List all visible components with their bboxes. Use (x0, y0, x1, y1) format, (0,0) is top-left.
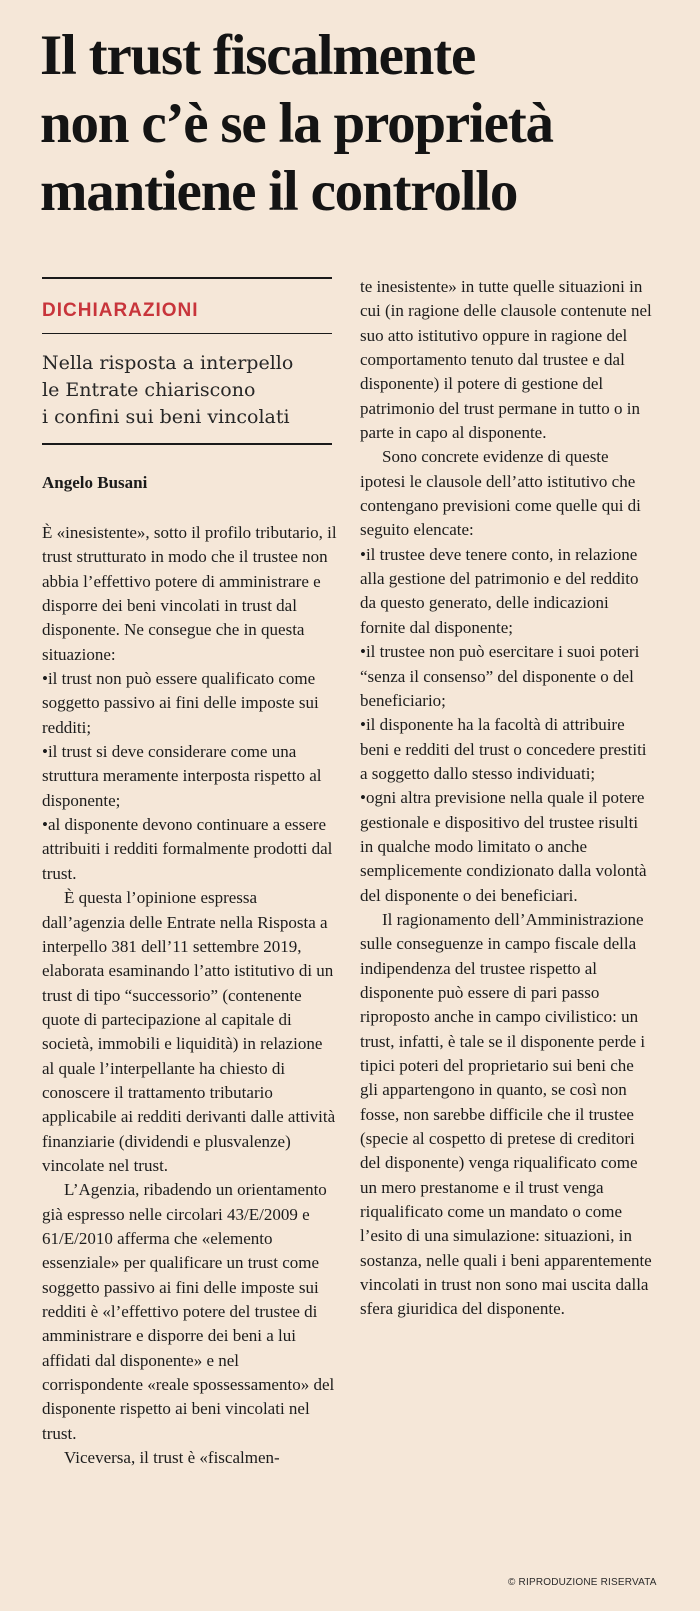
subtitle-line-2: le Entrate chiariscono (42, 379, 256, 401)
bullet-item: • il trust si deve considerare come una struttura meramente interposta rispetto al disponente; (42, 740, 337, 813)
bullet-item: • il trustee deve tenere conto, in relazione alla gestione del patrimonio e del reddito da questo generato, delle indicazioni fornite dal disponente; (360, 543, 655, 640)
bullet-item: • al disponente devono continuare a essere attribuiti i redditi formalmente prodotti dal trust. (42, 813, 337, 886)
subtitle-line-1: Nella risposta a interpello (42, 352, 294, 374)
paragraph: Il ragionamento dell’Amministrazione sulle conseguenze in campo fiscale della indipendenza del trustee rispetto al disponente può essere di pari passo riproposto anche in campo civilistico: un trust, infatti, è tale se il disponente perde i tipici poteri del proprietario sui beni che gli appartengono in quanto, se così non fosse, non sarebbe difficile che il trustee (specie al cospetto di pretese di creditori del disponente) venga riqualificato come un mero prestanome e il trust venga riqualificato come un mandato o come l’esito di una simulazione: situazioni, in sostanza, nelle quali i beni apparentemente vincolati in trust non sono mai uscita dalla sfera giuridica del disponente. (360, 909, 652, 1319)
copyright-notice: © RIPRODUZIONE RISERVATA (508, 1577, 657, 1588)
subtitle (42, 350, 342, 431)
body-column-left (42, 521, 337, 1470)
headline-line-1: Il trust fiscalmente (40, 24, 476, 87)
paragraph: È questa l’opinione espressa dall’agenzia delle Entrate nella Risposta a interpello 381 dell’11 settembre 2019, elaborata esaminando l’atto istitutivo di un trust di tipo “successorio” (contenente quote di partecipazione al capitale di società, immobili e liquidità) in relazione al quale l’interpellante ha chiesto di conoscere il trattamento tributario applicabile ai redditi derivanti dalle attività finanziarie (dividendi e plusvalenze) vincolate nel trust. (42, 888, 336, 1175)
subtitle-line-3: i confini sui beni vincolati (42, 406, 290, 428)
paragraph: L’Agenzia, ribadendo un orientamento già espresso nelle circolari 43/E/2009 e 61/E/2010 afferma che «elemento essenziale» per qualificare un trust come soggetto passivo ai fini delle imposte sui redditi è «l’effettivo potere del trustee di amministrare e disporre dei beni a lui affidati dal disponente» e nel corrispondente «reale spossessamento» del disponente rispetto ai beni vincolati nel trust. (42, 1180, 335, 1443)
author-byline: Angelo Busani (42, 473, 148, 492)
headline-line-2: non c’è se la proprietà (40, 92, 553, 155)
bullet-item: • il disponente ha la facoltà di attribuire beni e redditi del trust o concedere prestiti a soggetto dallo stesso individuati; (360, 713, 655, 786)
kicker-rule (42, 333, 332, 334)
bullet-item: • ogni altra previsione nella quale il potere gestionale e dispositivo del trustee risulti in qualche modo limitato o anche semplicemente condizionato dalla volontà del disponente o dei beneficiari. (360, 786, 655, 908)
top-rule (42, 277, 332, 279)
paragraph: Sono concrete evidenze di queste ipotesi le clausole dell’atto istitutivo che contengano previsioni come quelle qui di seguito elencate: (360, 447, 641, 540)
paragraph: Viceversa, il trust è «fiscalmen- (64, 1448, 280, 1468)
body-column-right (360, 275, 655, 1322)
kicker-label: DICHIARAZIONI (42, 300, 199, 321)
subtitle-rule (42, 443, 332, 445)
paragraph-intro: È «inesistente», sotto il profilo tributario, il trust strutturato in modo che il trustee non abbia l’effettivo potere di amministrare e disporre dei beni vincolati in trust dal disponente. Ne consegue che in questa situazione: (42, 523, 337, 664)
bullet-item: • il trustee non può esercitare i suoi poteri “senza il consenso” del disponente o del beneficiario; (360, 640, 655, 713)
paragraph-continuation: te inesistente» in tutte quelle situazioni in cui (in ragione delle clausole contenute nel suo atto istitutivo oppure in ragione del comportamento tenuto dal trustee e dal disponente) il potere di gestione del patrimonio del trust permane in tutto o in parte in capo al disponente. (360, 277, 652, 443)
headline (40, 22, 670, 226)
headline-line-3: mantiene il controllo (40, 160, 518, 223)
bullet-item: • il trust non può essere qualificato come soggetto passivo ai fini delle imposte sui redditi; (42, 667, 337, 740)
